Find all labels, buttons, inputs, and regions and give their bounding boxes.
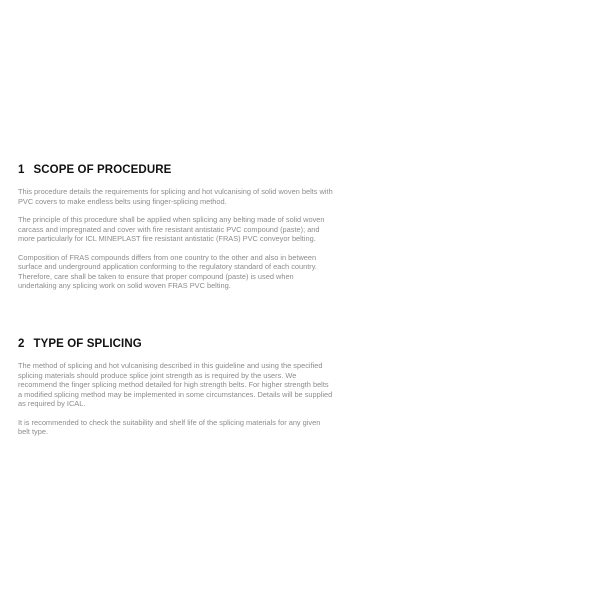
paragraph: The principle of this procedure shall be applied when splicing any belting made of solid woven carcass and impregnated and cover with fire resistant antistatic PVC compound (paste); and more particularly for ICL MINEPLAST fire resistant antistatic (FRAS) PVC conveyor belting. [18, 215, 325, 243]
section-number: 1 [18, 164, 25, 176]
paragraph: This procedure details the requirements for splicing and hot vulcanising of solid woven belts with PVC covers to make endless belts using finger-splicing method. [18, 187, 333, 206]
paragraph: Composition of FRAS compounds differs from one country to the other and also in between surface and underground application conforming to the regulatory standard of each country. Therefore, care shall be taken to ensure that proper compound (paste) is used when undertaking any splicing work on solid woven FRAS PVC belting. [18, 252, 317, 290]
section-scope-of-procedure [18, 163, 334, 300]
section-number: 2 [18, 338, 25, 350]
paragraph: The method of splicing and hot vulcanising described in this guideline and using the specified splicing materials should produce splice joint strength as is required by the users. We recommend the finger splicing method detailed for high strength belts. For higher strength belts a modified splicing method may be implemented in some circumstances. Details will be supplied as required by ICAL. [18, 361, 333, 408]
section-heading [18, 337, 334, 351]
paragraph: It is recommended to check the suitability and shelf life of the splicing materials for any given belt type. [18, 417, 321, 436]
section-type-of-splicing [18, 337, 334, 446]
section-title: TYPE OF SPLICING [33, 338, 142, 350]
section-heading [18, 163, 334, 177]
section-title: SCOPE OF PROCEDURE [33, 164, 172, 176]
